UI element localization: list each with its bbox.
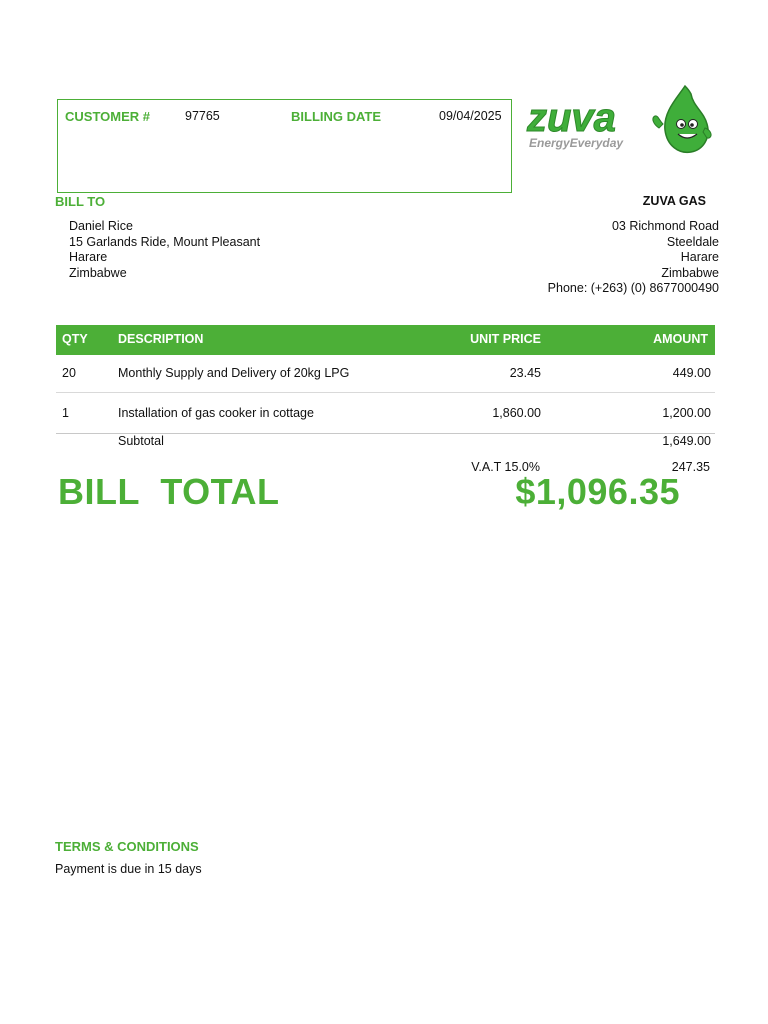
customer-number-label: CUSTOMER # xyxy=(65,109,150,124)
subtotal-value: 1,649.00 xyxy=(662,434,711,448)
row-unit-price: 23.45 xyxy=(509,366,541,380)
billing-date-label: BILLING DATE xyxy=(291,109,382,124)
company-phone: Phone: (+263) (0) 8677000490 xyxy=(547,281,719,295)
qty-header: QTY xyxy=(62,332,88,346)
row-unit-price: 1,860.00 xyxy=(492,406,541,420)
company-name: ZUVA GAS xyxy=(642,194,706,208)
amount-header: AMOUNT xyxy=(653,332,708,346)
items-table-header xyxy=(56,325,715,355)
customer-city: Harare xyxy=(69,250,108,264)
bill-to-label: BILL TO xyxy=(55,194,106,209)
customer-street: 15 Garlands Ride, Mount Pleasant xyxy=(69,234,261,249)
customer-name: Daniel Rice xyxy=(69,219,133,233)
company-city: Harare xyxy=(680,250,719,264)
terms-label: TERMS & CONDITIONS xyxy=(55,839,199,854)
row-qty: 20 xyxy=(62,366,76,380)
customer-country: Zimbabwe xyxy=(69,265,127,280)
row-description: Monthly Supply and Delivery of 20kg LPG xyxy=(118,366,350,380)
table-row xyxy=(56,393,715,433)
logo-graphic xyxy=(525,84,715,156)
unit-price-header: UNIT PRICE xyxy=(470,332,541,346)
company-address xyxy=(548,219,719,297)
subtotal-label: Subtotal xyxy=(118,434,164,448)
flame-mascot-icon xyxy=(653,86,711,152)
company-street: 03 Richmond Road xyxy=(611,219,719,233)
company-country: Zimbabwe xyxy=(661,265,719,280)
logo-tagline-text: EnergyEveryday xyxy=(529,136,624,150)
terms-text: Payment is due in 15 days xyxy=(55,862,202,876)
customer-number-value: 97765 xyxy=(185,109,220,123)
row-amount: 1,200.00 xyxy=(662,406,711,420)
bill-total-label: BILL TOTAL xyxy=(58,471,280,512)
vat-value: 247.35 xyxy=(671,460,710,474)
row-qty: 1 xyxy=(62,406,69,420)
table-row xyxy=(56,355,715,393)
logo-brand-text: zuva xyxy=(527,96,616,140)
description-header: DESCRIPTION xyxy=(118,332,204,346)
row-description: Installation of gas cooker in cottage xyxy=(118,406,314,420)
billing-date-value: 09/04/2025 xyxy=(439,109,502,123)
company-logo xyxy=(525,84,715,156)
vat-label: V.A.T 15.0% xyxy=(471,460,540,474)
bill-to-address xyxy=(69,219,260,281)
row-amount: 449.00 xyxy=(672,366,711,380)
bill-total-value: $1,096.35 xyxy=(515,471,680,512)
company-suburb: Steeldale xyxy=(666,234,719,249)
